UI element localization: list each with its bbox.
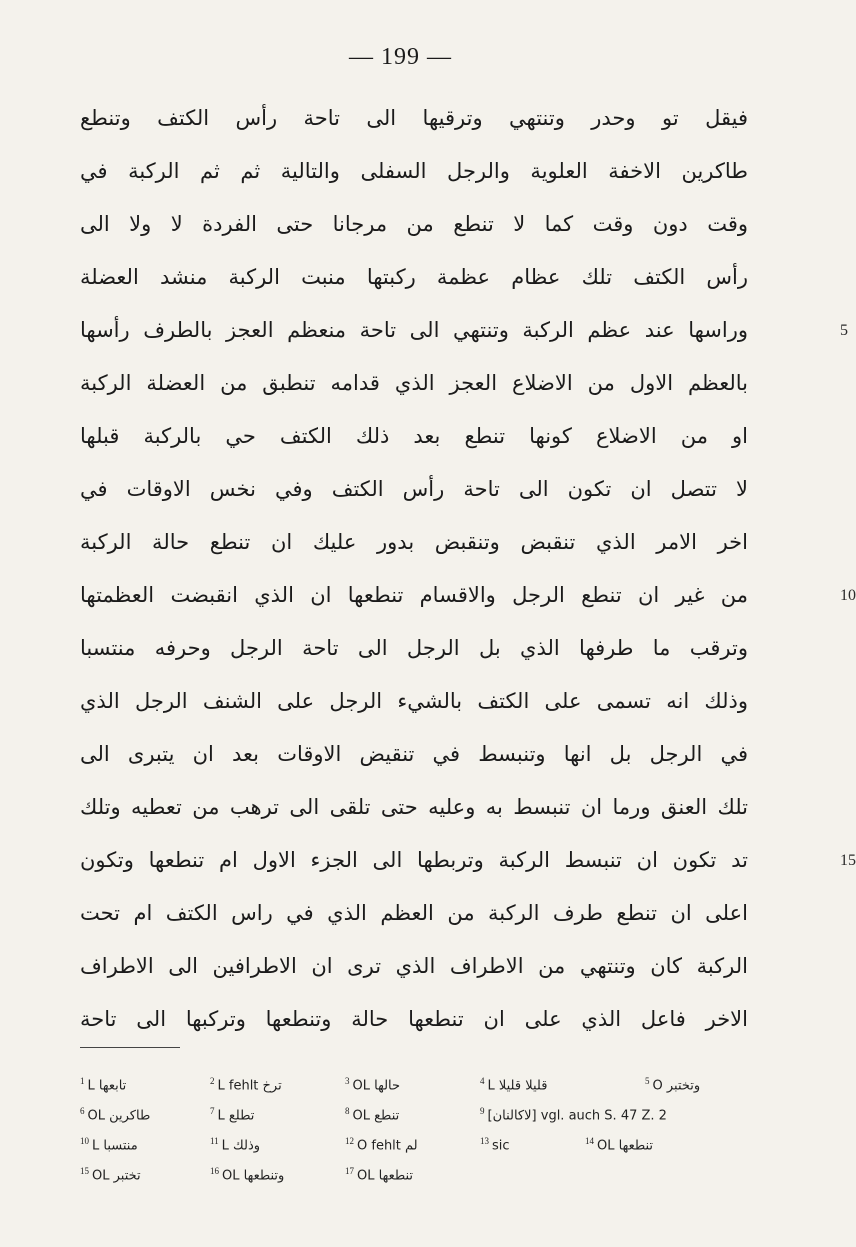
footnote-row xyxy=(80,1130,760,1160)
footnote: $^6$ OL طاكرين xyxy=(80,1105,151,1124)
text-line: اعلى ان تنطع طرف الركبة من العظم الذي في راس الكتف ام تحت xyxy=(80,901,748,925)
footnote-row xyxy=(80,1070,760,1100)
footnotes xyxy=(80,1070,760,1190)
text-line: في الرجل بل انها وتنبسط في تنقيض الاوقات بعد ان يتبرى الى xyxy=(80,742,748,766)
text-line: او من الاضلاع كونها تنطع بعد ذلك الكتف حي بالركبة قبلها xyxy=(80,424,748,448)
text-line: الركبة كان وتنتهي من الاطراف الذي ترى ان الاطرافين الى الاطراف xyxy=(80,954,748,978)
footnote: $^3$ OL حالها xyxy=(345,1075,401,1094)
text-line: وراسها عند عظم الركبة وتنتهي الى تاحة منعظم العجز بالطرف رأسها 5 xyxy=(80,304,748,357)
footnote: $^7$ L تطلع xyxy=(210,1105,255,1124)
text-line: وترقب ما طرفها الذي بل الرجل الى تاحة الرجل وحرفه منتسبا xyxy=(80,636,748,660)
text-line: الاخر فاعل الذي على ان تنطعها حالة وتنطعها وتركبها الى تاحة xyxy=(80,1007,748,1031)
footnote: $^9$ [لاكالنان] vgl. auch S. 47 Z. 2 xyxy=(480,1105,667,1124)
footnote: $^{15}$ OL تختبر xyxy=(80,1165,141,1184)
footnote: $^2$ L fehlt ترخ xyxy=(210,1075,282,1094)
page-number: — 199 — xyxy=(349,44,452,70)
text-line: فيقل تو وحدر وتنتهي وترقيها الى تاحة رأس الكتف وتنطع xyxy=(80,106,748,130)
footnote: $^{12}$ O fehlt لم xyxy=(345,1135,418,1154)
text-line: رأس الكتف تلك عظام عظمة ركبتها منبت الركبة منشد العضلة xyxy=(80,265,748,289)
text-line: طاكرين الاخفة العلوية والرجل السفلى والتالية ثم ثم الركبة في xyxy=(80,159,748,183)
footnote: $^{11}$ L وذلك xyxy=(210,1135,261,1154)
text-line: تد تكون ان تنبسط الركبة وتربطها الى الجزء الاول ام تنطعها وتكون 15 xyxy=(80,834,748,887)
footnote: $^4$ L قليلا قليلا xyxy=(480,1075,548,1094)
footnote-divider xyxy=(80,1047,180,1048)
line-number-5: 5 xyxy=(840,322,848,339)
footnote-row xyxy=(80,1100,760,1130)
footnote: $^{14}$ OL تنطعها xyxy=(585,1135,654,1154)
footnote: $^{16}$ OL وتنطعها xyxy=(210,1165,285,1184)
footnote-row xyxy=(80,1160,760,1190)
text-line: وذلك انه تسمى على الكتف بالشيء الرجل على الشنف الرجل الذي xyxy=(80,689,748,713)
footnote: $^{10}$ L منتسبا xyxy=(80,1135,138,1154)
line-number-15: 15 xyxy=(840,852,856,869)
text-line: بالعظم الاول من الاضلاع العجز الذي قدامه تنطبق من العضلة الركبة xyxy=(80,371,748,395)
line-number-10: 10 xyxy=(840,587,856,604)
text-line: اخر الامر الذي تنقبض وتنقبض بدور عليك ان تنطع حالة الركبة xyxy=(80,530,748,554)
text-line: وقت دون وقت كما لا تنطع من مرجانا حتى الفردة لا ولا الى xyxy=(80,212,748,236)
footnote: $^{17}$ OL تنطعها xyxy=(345,1165,414,1184)
arabic-text-block xyxy=(80,92,856,1046)
text-line: لا تتصل ان تكون الى تاحة رأس الكتف وفي نخس الاوقات في xyxy=(80,477,748,501)
text-line: من غير ان تنطع الرجل والاقسام تنطعها ان الذي انقبضت العظمتها 10 xyxy=(80,569,748,622)
footnote: $^5$ O وتختبر xyxy=(645,1075,701,1094)
footnote: $^1$ L تابعها xyxy=(80,1075,127,1094)
text-line: تلك العنق ورما ان تنبسط به وعليه حتى تلقى الى ترهب من تعطيه وتلك xyxy=(80,795,748,819)
footnote: $^8$ OL تنطع xyxy=(345,1105,400,1124)
footnote: $^{13}$ sic xyxy=(480,1135,510,1154)
